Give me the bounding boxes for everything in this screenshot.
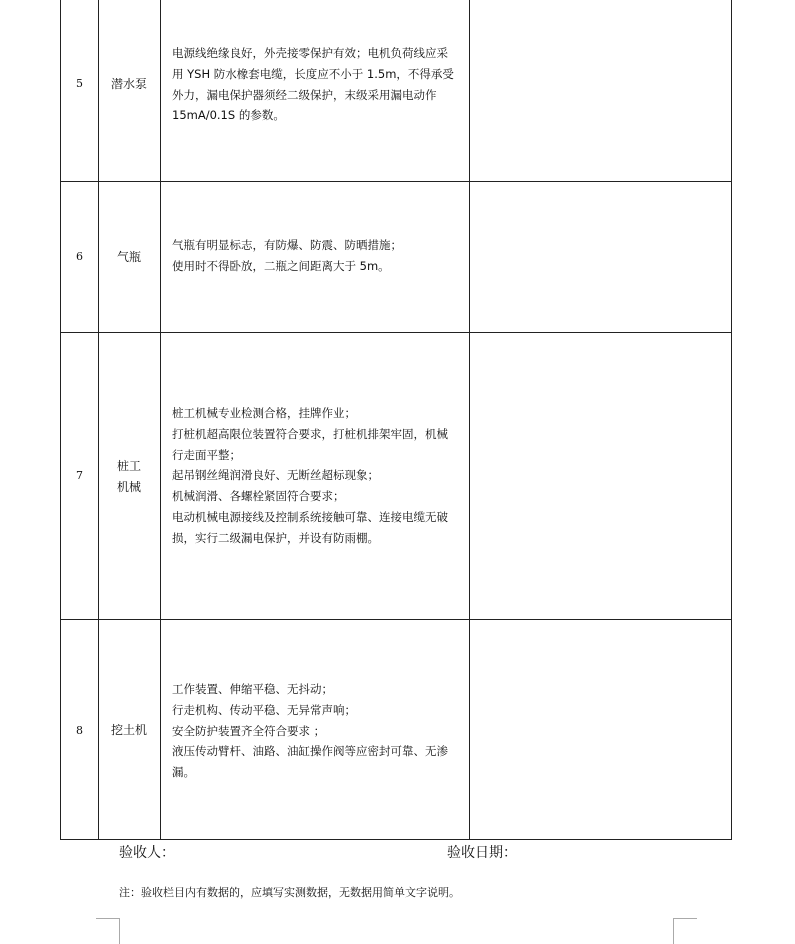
row-number: 8 — [76, 724, 83, 737]
row-number: 5 — [76, 77, 83, 90]
page-corner-mark-left — [96, 919, 120, 944]
row-requirements: 电源线绝缘良好，外壳接零保护有效；电机负荷线应采 用 YSH 防水橡套电缆，长度应不小于 1.5m，不得承受 外力，漏电保护器须经二级保护，末级采用漏电动作 15mA/0.1S 的参数。 — [172, 46, 454, 123]
inspection-date-label: 验收日期： — [447, 845, 517, 861]
row-item-name: 潜水泵 — [110, 77, 147, 91]
row-item-name: 气瓶 — [116, 250, 141, 264]
row-requirements: 气瓶有明显标志，有防爆、防震、防晒措施； 使用时不得卧放，二瓶之间距离大于 5m。 — [172, 238, 402, 273]
row-number: 6 — [76, 250, 83, 263]
row-item-name: 挖土机 — [110, 723, 147, 737]
row-number: 7 — [76, 469, 83, 482]
footnote: 注：验收栏目内有数据的，应填写实测数据，无数据用简单文字说明。 — [119, 886, 460, 899]
row-item-name: 桩工 机械 — [116, 459, 141, 494]
row-requirements: 工作装置、伸缩平稳、无抖动； 行走机构、传动平稳、无异常声响； 安全防护装置齐全符合要求 ； 液压传动臂杆、油路、油缸操作阀等应密封可靠、无渗 漏。 — [172, 682, 448, 780]
row-requirements: 桩工机械专业检测合格，挂牌作业； 打桩机超高限位装置符合要求，打桩机排架牢固，机械 行走面平整； 起吊钢丝绳润滑良好、无断丝超标现象； 机械润滑、各螺栓紧固符合要求； 电动机械电源接线及控制系统接触可靠、连接电缆无破 损，实行二级漏电保护，并设有防雨棚。 — [172, 406, 448, 545]
inspector-label: 验收人： — [119, 845, 175, 861]
page-corner-mark-right — [674, 919, 698, 944]
